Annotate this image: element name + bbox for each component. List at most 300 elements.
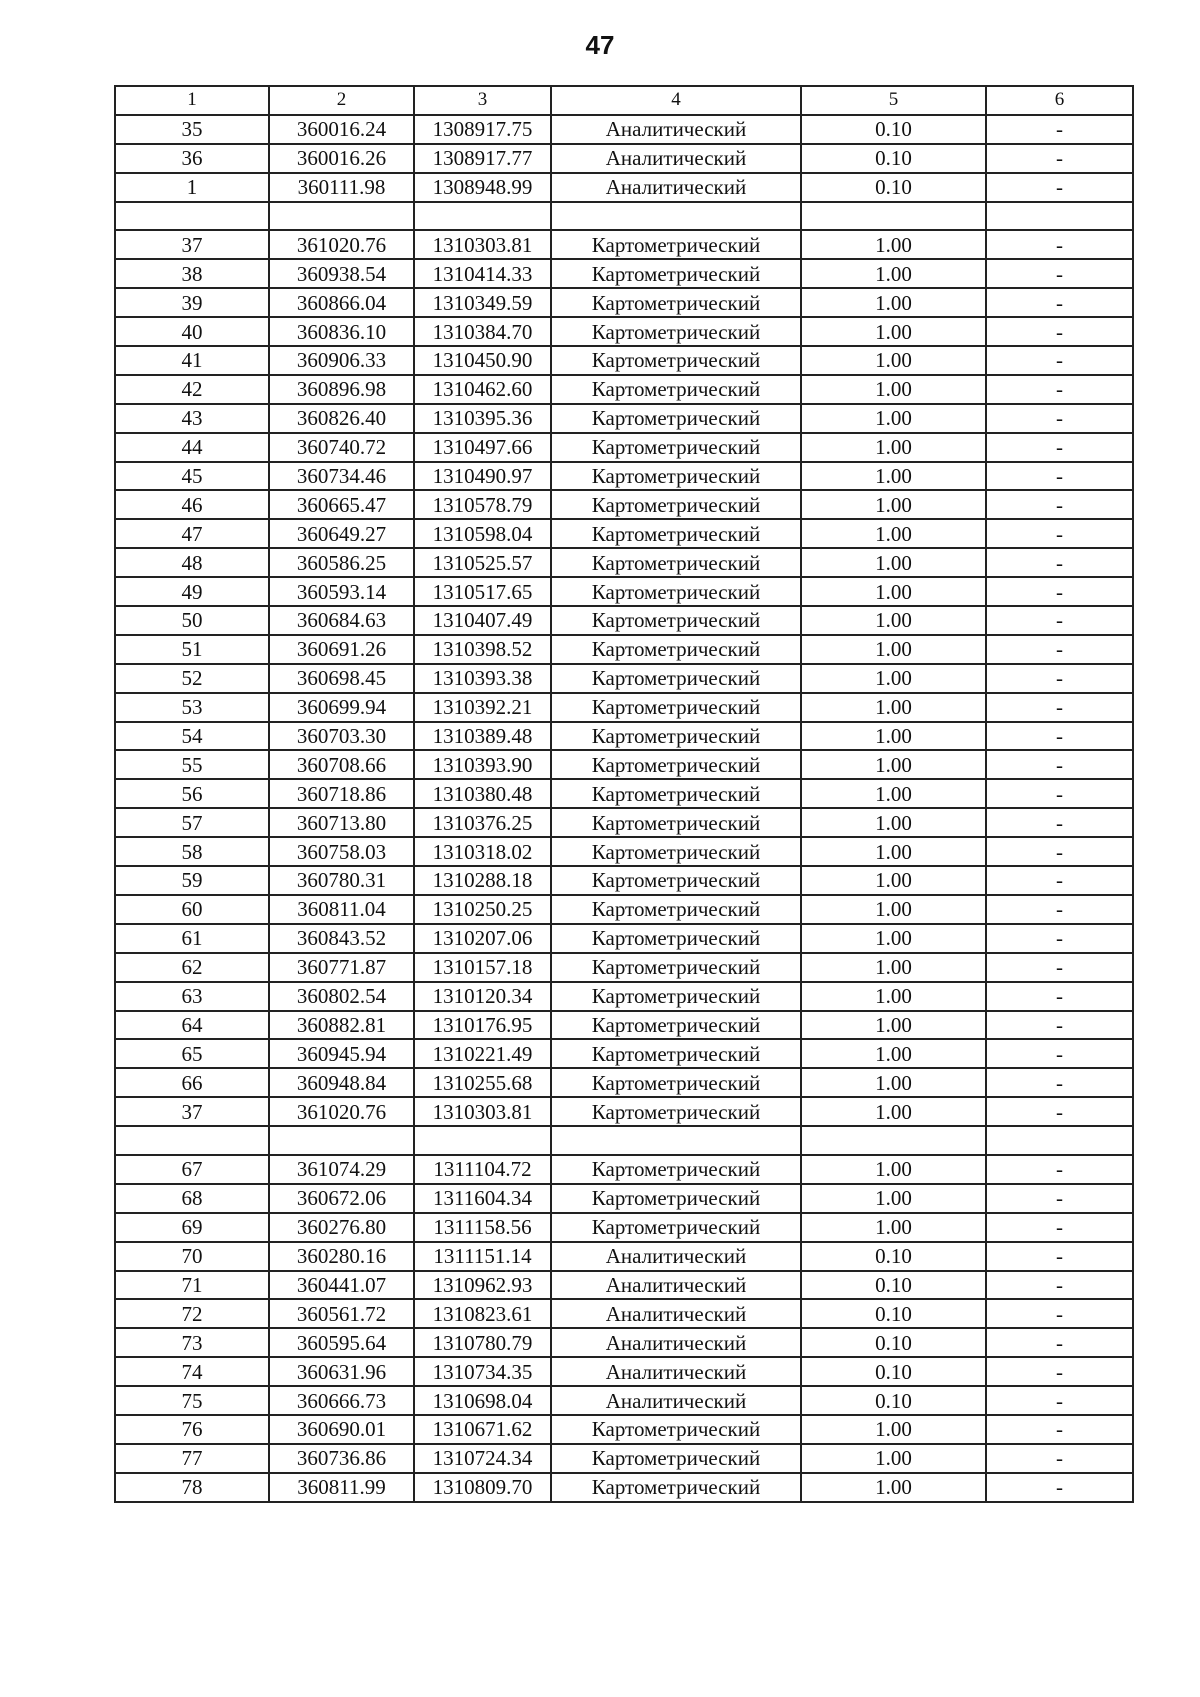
note-cell: -	[986, 144, 1133, 173]
note-cell: -	[986, 115, 1133, 144]
y-coordinate-cell: 1310395.36	[414, 404, 551, 433]
table-row	[115, 375, 1133, 404]
note-cell: -	[986, 750, 1133, 779]
method-cell: Картометрический	[551, 1184, 801, 1213]
accuracy-cell: 1.00	[801, 230, 986, 259]
x-coordinate-cell: 360866.04	[269, 288, 414, 317]
accuracy-cell: 1.00	[801, 288, 986, 317]
x-coordinate-cell	[269, 202, 414, 231]
x-coordinate-cell: 360586.25	[269, 548, 414, 577]
method-cell: Картометрический	[551, 808, 801, 837]
table-row	[115, 1271, 1133, 1300]
y-coordinate-cell: 1310823.61	[414, 1299, 551, 1328]
table-row	[115, 1386, 1133, 1415]
note-cell: -	[986, 606, 1133, 635]
point-number-cell: 63	[115, 982, 269, 1011]
point-number-cell: 54	[115, 722, 269, 751]
point-number-cell: 58	[115, 837, 269, 866]
y-coordinate-cell: 1310724.34	[414, 1444, 551, 1473]
table-row	[115, 433, 1133, 462]
note-cell: -	[986, 837, 1133, 866]
note-cell: -	[986, 288, 1133, 317]
y-coordinate-cell	[414, 202, 551, 231]
y-coordinate-cell	[414, 1126, 551, 1155]
accuracy-cell: 1.00	[801, 375, 986, 404]
table-row	[115, 1242, 1133, 1271]
y-coordinate-cell: 1310809.70	[414, 1473, 551, 1502]
point-number-cell: 39	[115, 288, 269, 317]
accuracy-cell: 0.10	[801, 1299, 986, 1328]
table-row	[115, 779, 1133, 808]
y-coordinate-cell: 1310517.65	[414, 577, 551, 606]
method-cell: Картометрический	[551, 1011, 801, 1040]
x-coordinate-cell: 360718.86	[269, 779, 414, 808]
point-number-cell: 62	[115, 953, 269, 982]
accuracy-cell: 1.00	[801, 1097, 986, 1126]
method-cell: Картометрический	[551, 606, 801, 635]
y-coordinate-cell: 1310250.25	[414, 895, 551, 924]
table-row	[115, 404, 1133, 433]
point-number-cell: 37	[115, 230, 269, 259]
note-cell: -	[986, 924, 1133, 953]
x-coordinate-cell: 361074.29	[269, 1155, 414, 1184]
page-number: 47	[585, 30, 615, 60]
table-row	[115, 144, 1133, 173]
point-number-cell: 76	[115, 1415, 269, 1444]
table-row	[115, 288, 1133, 317]
method-cell: Картометрический	[551, 1155, 801, 1184]
method-cell: Картометрический	[551, 490, 801, 519]
x-coordinate-cell: 360882.81	[269, 1011, 414, 1040]
note-cell: -	[986, 433, 1133, 462]
table-row	[115, 953, 1133, 982]
note-cell: -	[986, 1357, 1133, 1386]
accuracy-cell: 1.00	[801, 722, 986, 751]
y-coordinate-cell: 1310389.48	[414, 722, 551, 751]
x-coordinate-cell: 360811.04	[269, 895, 414, 924]
y-coordinate-cell: 1310221.49	[414, 1039, 551, 1068]
table-row	[115, 577, 1133, 606]
accuracy-cell: 1.00	[801, 1415, 986, 1444]
accuracy-cell: 1.00	[801, 404, 986, 433]
accuracy-cell: 1.00	[801, 1011, 986, 1040]
point-number-cell: 50	[115, 606, 269, 635]
method-cell: Картометрический	[551, 866, 801, 895]
note-cell: -	[986, 1155, 1133, 1184]
accuracy-cell: 1.00	[801, 548, 986, 577]
point-number-cell: 78	[115, 1473, 269, 1502]
y-coordinate-cell: 1308948.99	[414, 173, 551, 202]
point-number-cell: 55	[115, 750, 269, 779]
point-number-cell: 37	[115, 1097, 269, 1126]
accuracy-cell: 1.00	[801, 837, 986, 866]
x-coordinate-cell: 360740.72	[269, 433, 414, 462]
table-row	[115, 1011, 1133, 1040]
x-coordinate-cell: 361020.76	[269, 230, 414, 259]
note-cell: -	[986, 1444, 1133, 1473]
accuracy-cell: 1.00	[801, 519, 986, 548]
point-number-cell: 75	[115, 1386, 269, 1415]
note-cell: -	[986, 895, 1133, 924]
x-coordinate-cell: 360780.31	[269, 866, 414, 895]
accuracy-cell: 1.00	[801, 1155, 986, 1184]
table-row	[115, 490, 1133, 519]
accuracy-cell: 1.00	[801, 490, 986, 519]
table-row	[115, 1299, 1133, 1328]
method-cell: Аналитический	[551, 1242, 801, 1271]
y-coordinate-cell: 1310578.79	[414, 490, 551, 519]
y-coordinate-cell: 1310450.90	[414, 346, 551, 375]
note-cell: -	[986, 722, 1133, 751]
accuracy-cell: 1.00	[801, 1184, 986, 1213]
y-coordinate-cell: 1310398.52	[414, 635, 551, 664]
accuracy-cell: 1.00	[801, 259, 986, 288]
table-row	[115, 982, 1133, 1011]
table-row	[115, 664, 1133, 693]
table-row	[115, 750, 1133, 779]
table-row	[115, 519, 1133, 548]
method-cell: Аналитический	[551, 1271, 801, 1300]
point-number-cell	[115, 202, 269, 231]
table-row	[115, 259, 1133, 288]
point-number-cell: 46	[115, 490, 269, 519]
accuracy-cell: 1.00	[801, 779, 986, 808]
note-cell: -	[986, 1328, 1133, 1357]
x-coordinate-cell: 360736.86	[269, 1444, 414, 1473]
method-cell: Картометрический	[551, 433, 801, 462]
note-cell: -	[986, 1011, 1133, 1040]
method-cell: Картометрический	[551, 750, 801, 779]
note-cell: -	[986, 1213, 1133, 1242]
method-cell: Картометрический	[551, 462, 801, 491]
table-row	[115, 115, 1133, 144]
accuracy-cell: 0.10	[801, 173, 986, 202]
y-coordinate-cell: 1311604.34	[414, 1184, 551, 1213]
note-cell: -	[986, 953, 1133, 982]
accuracy-cell: 0.10	[801, 1328, 986, 1357]
point-number-cell: 44	[115, 433, 269, 462]
point-number-cell: 42	[115, 375, 269, 404]
point-number-cell: 38	[115, 259, 269, 288]
x-coordinate-cell: 360938.54	[269, 259, 414, 288]
note-cell: -	[986, 1299, 1133, 1328]
note-cell: -	[986, 1039, 1133, 1068]
method-cell: Аналитический	[551, 1328, 801, 1357]
y-coordinate-cell: 1310303.81	[414, 230, 551, 259]
table-row	[115, 230, 1133, 259]
method-cell: Картометрический	[551, 1415, 801, 1444]
method-cell: Картометрический	[551, 519, 801, 548]
method-cell: Картометрический	[551, 230, 801, 259]
table-row	[115, 1473, 1133, 1502]
method-cell	[551, 202, 801, 231]
point-number-cell: 57	[115, 808, 269, 837]
method-cell: Картометрический	[551, 346, 801, 375]
method-cell: Картометрический	[551, 1473, 801, 1502]
table-row	[115, 924, 1133, 953]
accuracy-cell: 1.00	[801, 1213, 986, 1242]
note-cell: -	[986, 635, 1133, 664]
point-number-cell: 43	[115, 404, 269, 433]
table-row	[115, 1328, 1133, 1357]
point-number-cell: 65	[115, 1039, 269, 1068]
table-row	[115, 1068, 1133, 1097]
table-row	[115, 1415, 1133, 1444]
note-cell: -	[986, 1068, 1133, 1097]
x-coordinate-cell: 360111.98	[269, 173, 414, 202]
point-number-cell: 70	[115, 1242, 269, 1271]
y-coordinate-cell: 1310303.81	[414, 1097, 551, 1126]
x-coordinate-cell: 360561.72	[269, 1299, 414, 1328]
point-number-cell: 52	[115, 664, 269, 693]
method-cell: Картометрический	[551, 259, 801, 288]
x-coordinate-cell: 360843.52	[269, 924, 414, 953]
accuracy-cell: 1.00	[801, 577, 986, 606]
table-row	[115, 693, 1133, 722]
table-row	[115, 1097, 1133, 1126]
note-cell: -	[986, 982, 1133, 1011]
x-coordinate-cell: 360280.16	[269, 1242, 414, 1271]
column-header-5: 5	[801, 86, 986, 115]
note-cell: -	[986, 1242, 1133, 1271]
note-cell: -	[986, 1184, 1133, 1213]
column-header-3: 3	[414, 86, 551, 115]
table-header-row	[115, 86, 1133, 115]
point-number-cell: 69	[115, 1213, 269, 1242]
point-number-cell: 74	[115, 1357, 269, 1386]
accuracy-cell: 1.00	[801, 346, 986, 375]
note-cell: -	[986, 779, 1133, 808]
accuracy-cell: 1.00	[801, 606, 986, 635]
table-row	[115, 1184, 1133, 1213]
point-number-cell: 67	[115, 1155, 269, 1184]
point-number-cell: 47	[115, 519, 269, 548]
x-coordinate-cell: 360703.30	[269, 722, 414, 751]
method-cell: Картометрический	[551, 404, 801, 433]
column-header-2: 2	[269, 86, 414, 115]
y-coordinate-cell: 1310698.04	[414, 1386, 551, 1415]
accuracy-cell: 1.00	[801, 953, 986, 982]
method-cell: Картометрический	[551, 1068, 801, 1097]
method-cell: Картометрический	[551, 953, 801, 982]
x-coordinate-cell: 360945.94	[269, 1039, 414, 1068]
x-coordinate-cell: 360708.66	[269, 750, 414, 779]
y-coordinate-cell: 1308917.75	[414, 115, 551, 144]
table-row	[115, 808, 1133, 837]
x-coordinate-cell: 360595.64	[269, 1328, 414, 1357]
point-number-cell: 36	[115, 144, 269, 173]
table-row	[115, 462, 1133, 491]
x-coordinate-cell: 360690.01	[269, 1415, 414, 1444]
point-number-cell: 40	[115, 317, 269, 346]
y-coordinate-cell: 1310288.18	[414, 866, 551, 895]
point-number-cell	[115, 1126, 269, 1155]
column-header-4: 4	[551, 86, 801, 115]
x-coordinate-cell: 360758.03	[269, 837, 414, 866]
x-coordinate-cell: 360896.98	[269, 375, 414, 404]
y-coordinate-cell: 1310393.90	[414, 750, 551, 779]
point-number-cell: 71	[115, 1271, 269, 1300]
y-coordinate-cell: 1310157.18	[414, 953, 551, 982]
x-coordinate-cell: 360672.06	[269, 1184, 414, 1213]
accuracy-cell: 1.00	[801, 317, 986, 346]
y-coordinate-cell: 1310120.34	[414, 982, 551, 1011]
table-row	[115, 1213, 1133, 1242]
method-cell: Аналитический	[551, 115, 801, 144]
table-row	[115, 548, 1133, 577]
note-cell: -	[986, 548, 1133, 577]
method-cell: Картометрический	[551, 577, 801, 606]
note-cell: -	[986, 1097, 1133, 1126]
note-cell: -	[986, 317, 1133, 346]
table-separator-row	[115, 202, 1133, 231]
accuracy-cell: 1.00	[801, 866, 986, 895]
method-cell: Картометрический	[551, 895, 801, 924]
table-row	[115, 346, 1133, 375]
y-coordinate-cell: 1310376.25	[414, 808, 551, 837]
table-row	[115, 173, 1133, 202]
method-cell: Картометрический	[551, 375, 801, 404]
x-coordinate-cell: 360684.63	[269, 606, 414, 635]
x-coordinate-cell: 360836.10	[269, 317, 414, 346]
accuracy-cell: 1.00	[801, 924, 986, 953]
point-number-cell: 60	[115, 895, 269, 924]
method-cell: Аналитический	[551, 144, 801, 173]
y-coordinate-cell: 1310734.35	[414, 1357, 551, 1386]
x-coordinate-cell: 360826.40	[269, 404, 414, 433]
accuracy-cell: 0.10	[801, 1357, 986, 1386]
method-cell: Аналитический	[551, 1357, 801, 1386]
x-coordinate-cell: 360665.47	[269, 490, 414, 519]
point-number-cell: 49	[115, 577, 269, 606]
x-coordinate-cell: 360906.33	[269, 346, 414, 375]
x-coordinate-cell: 360734.46	[269, 462, 414, 491]
x-coordinate-cell: 360948.84	[269, 1068, 414, 1097]
note-cell: -	[986, 664, 1133, 693]
x-coordinate-cell: 360631.96	[269, 1357, 414, 1386]
accuracy-cell: 1.00	[801, 1444, 986, 1473]
accuracy-cell: 0.10	[801, 144, 986, 173]
point-number-cell: 48	[115, 548, 269, 577]
method-cell	[551, 1126, 801, 1155]
note-cell: -	[986, 230, 1133, 259]
method-cell: Аналитический	[551, 1299, 801, 1328]
accuracy-cell	[801, 202, 986, 231]
accuracy-cell: 1.00	[801, 750, 986, 779]
note-cell: -	[986, 259, 1133, 288]
note-cell: -	[986, 490, 1133, 519]
table-row	[115, 1444, 1133, 1473]
note-cell: -	[986, 866, 1133, 895]
method-cell: Картометрический	[551, 548, 801, 577]
y-coordinate-cell: 1310176.95	[414, 1011, 551, 1040]
note-cell: -	[986, 693, 1133, 722]
point-number-cell: 51	[115, 635, 269, 664]
x-coordinate-cell: 361020.76	[269, 1097, 414, 1126]
table-row	[115, 895, 1133, 924]
accuracy-cell: 1.00	[801, 895, 986, 924]
method-cell: Картометрический	[551, 779, 801, 808]
point-number-cell: 41	[115, 346, 269, 375]
y-coordinate-cell: 1311158.56	[414, 1213, 551, 1242]
table-row	[115, 1155, 1133, 1184]
method-cell: Картометрический	[551, 664, 801, 693]
accuracy-cell: 1.00	[801, 1473, 986, 1502]
method-cell: Картометрический	[551, 1039, 801, 1068]
method-cell: Картометрический	[551, 722, 801, 751]
x-coordinate-cell: 360698.45	[269, 664, 414, 693]
x-coordinate-cell: 360666.73	[269, 1386, 414, 1415]
accuracy-cell: 1.00	[801, 1039, 986, 1068]
y-coordinate-cell: 1310490.97	[414, 462, 551, 491]
table-row	[115, 606, 1133, 635]
note-cell: -	[986, 519, 1133, 548]
table-row	[115, 635, 1133, 664]
method-cell: Картометрический	[551, 288, 801, 317]
note-cell: -	[986, 1271, 1133, 1300]
point-number-cell: 66	[115, 1068, 269, 1097]
note-cell	[986, 202, 1133, 231]
note-cell: -	[986, 577, 1133, 606]
table-row	[115, 837, 1133, 866]
method-cell: Картометрический	[551, 693, 801, 722]
point-number-cell: 1	[115, 173, 269, 202]
y-coordinate-cell: 1310525.57	[414, 548, 551, 577]
point-number-cell: 72	[115, 1299, 269, 1328]
x-coordinate-cell: 360802.54	[269, 982, 414, 1011]
y-coordinate-cell: 1310462.60	[414, 375, 551, 404]
note-cell: -	[986, 346, 1133, 375]
note-cell: -	[986, 462, 1133, 491]
table-row	[115, 1357, 1133, 1386]
point-number-cell: 68	[115, 1184, 269, 1213]
y-coordinate-cell: 1310318.02	[414, 837, 551, 866]
x-coordinate-cell: 360699.94	[269, 693, 414, 722]
point-number-cell: 53	[115, 693, 269, 722]
note-cell: -	[986, 1386, 1133, 1415]
y-coordinate-cell: 1310392.21	[414, 693, 551, 722]
x-coordinate-cell: 360649.27	[269, 519, 414, 548]
y-coordinate-cell: 1310349.59	[414, 288, 551, 317]
y-coordinate-cell: 1310384.70	[414, 317, 551, 346]
note-cell	[986, 1126, 1133, 1155]
note-cell: -	[986, 1415, 1133, 1444]
accuracy-cell: 1.00	[801, 808, 986, 837]
point-number-cell: 73	[115, 1328, 269, 1357]
y-coordinate-cell: 1311151.14	[414, 1242, 551, 1271]
column-header-6: 6	[986, 86, 1133, 115]
y-coordinate-cell: 1311104.72	[414, 1155, 551, 1184]
note-cell: -	[986, 173, 1133, 202]
y-coordinate-cell: 1310393.38	[414, 664, 551, 693]
point-number-cell: 45	[115, 462, 269, 491]
method-cell: Картометрический	[551, 317, 801, 346]
accuracy-cell: 1.00	[801, 433, 986, 462]
accuracy-cell: 1.00	[801, 635, 986, 664]
table-row	[115, 317, 1133, 346]
y-coordinate-cell: 1310380.48	[414, 779, 551, 808]
y-coordinate-cell: 1310780.79	[414, 1328, 551, 1357]
accuracy-cell: 0.10	[801, 1271, 986, 1300]
method-cell: Картометрический	[551, 837, 801, 866]
method-cell: Картометрический	[551, 982, 801, 1011]
accuracy-cell: 1.00	[801, 462, 986, 491]
accuracy-cell: 0.10	[801, 1242, 986, 1271]
y-coordinate-cell: 1310497.66	[414, 433, 551, 462]
y-coordinate-cell: 1310407.49	[414, 606, 551, 635]
note-cell: -	[986, 1473, 1133, 1502]
note-cell: -	[986, 808, 1133, 837]
